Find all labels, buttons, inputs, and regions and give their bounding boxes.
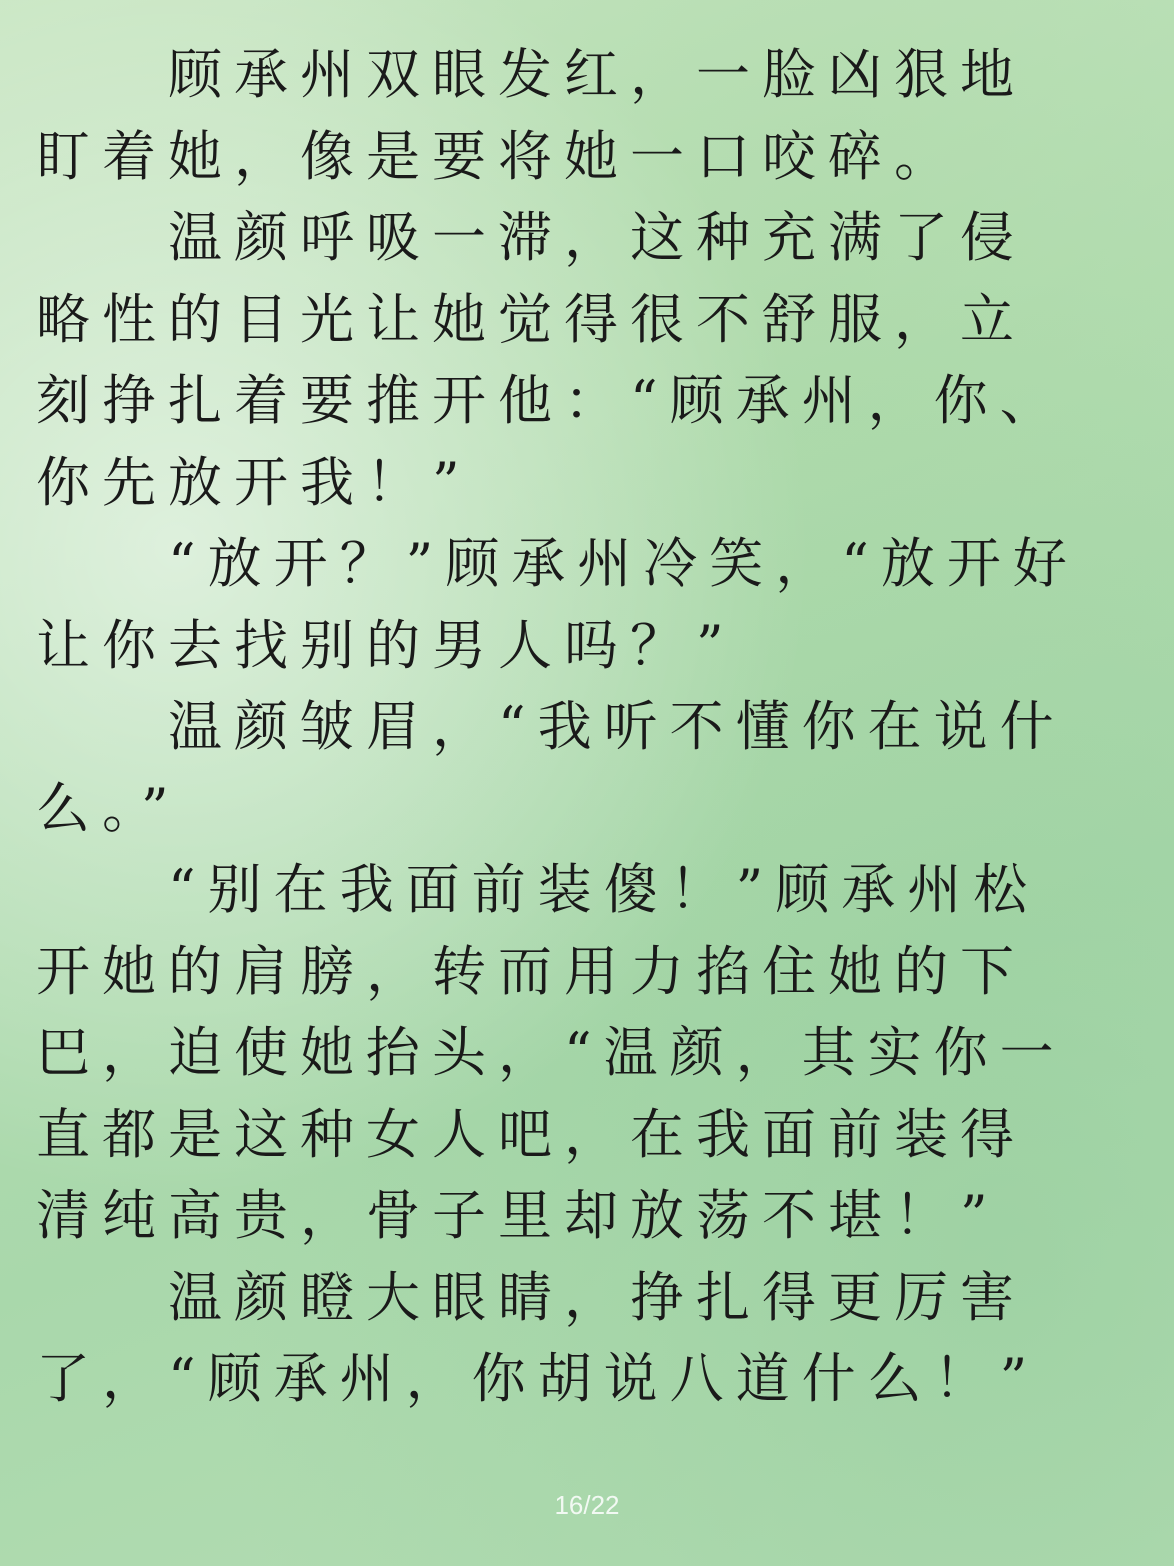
paragraph: 温颜呼吸一滞，这种充满了侵略性的目光让她觉得很不舒服，立刻挣扎着要推开他：“顾承州，你、你先放开我！”	[36, 206, 1066, 514]
paragraph: 温颜皱眉，“我听不懂你在说什么。”	[36, 695, 1066, 840]
paragraph: “放开？”顾承州冷笑，“放开好让你去找别的男人吗？”	[36, 532, 1079, 677]
page-indicator: 16/22	[554, 1490, 620, 1520]
paragraph: 温颜瞪大眼睛，挣扎得更厉害了，“顾承州，你胡说八道什么！”	[36, 1265, 1040, 1410]
story-text	[36, 34, 1086, 1420]
paragraph: 顾承州双眼发红，一脸凶狠地盯着她，像是要将她一口咬碎。	[36, 43, 1026, 188]
paragraph: “别在我面前装傻！”顾承州松开她的肩膀，转而用力掐住她的下巴，迫使她抬头，“温颜，其实你一直都是这种女人吧，在我面前装得清纯高贵，骨子里却放荡不堪！”	[36, 858, 1066, 1247]
